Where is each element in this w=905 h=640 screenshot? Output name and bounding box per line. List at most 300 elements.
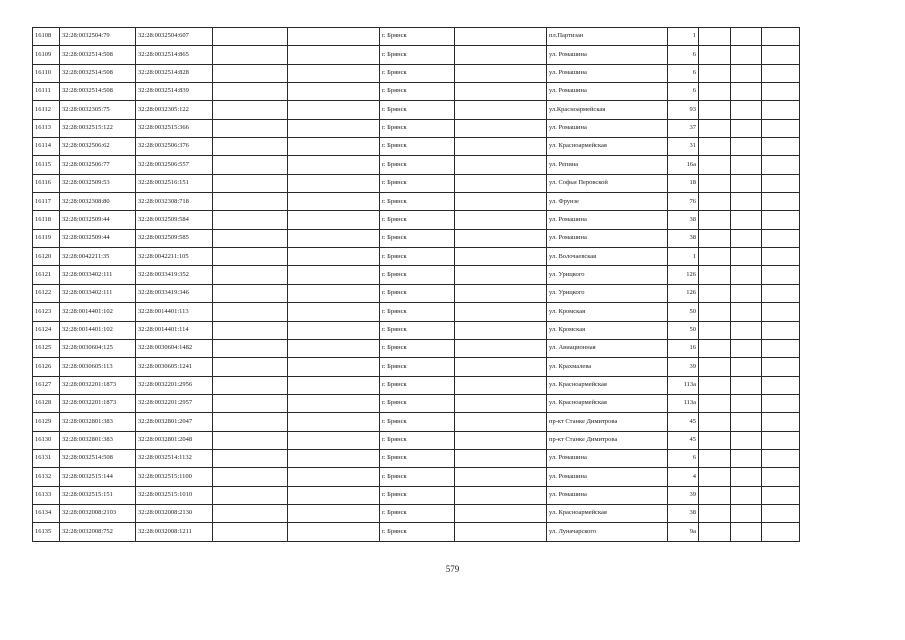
cell-city: г. Брянск	[380, 138, 455, 156]
cell-empty	[699, 119, 731, 137]
cell-empty	[288, 523, 380, 541]
cell-house-number: 38	[668, 229, 699, 247]
cell-premises-cadastral-number: 32:28:0032514:865	[136, 46, 213, 64]
cell-empty	[455, 523, 547, 541]
table-row	[33, 211, 800, 229]
cell-empty	[699, 321, 731, 339]
cell-city: г. Брянск	[380, 284, 455, 302]
cell-empty	[288, 468, 380, 486]
cell-street: ул. Кромская	[547, 303, 668, 321]
cell-empty	[288, 413, 380, 431]
cell-premises-cadastral-number: 32:28:0032305:122	[136, 101, 213, 119]
table-body	[33, 28, 800, 542]
cell-empty	[455, 46, 547, 64]
cell-street: ул. Ромашина	[547, 64, 668, 82]
table-row	[33, 46, 800, 64]
cell-empty	[731, 101, 762, 119]
cell-empty	[762, 504, 800, 522]
cell-street: ул. Ромашина	[547, 468, 668, 486]
cell-empty	[455, 211, 547, 229]
cell-house-number: 31	[668, 138, 699, 156]
cell-empty	[455, 321, 547, 339]
cell-empty	[288, 119, 380, 137]
cell-street: ул. Красноармейская	[547, 376, 668, 394]
cell-record-number: 16122	[33, 284, 60, 302]
cell-cadastral-number: 32:28:0032509:44	[60, 211, 136, 229]
cell-empty	[699, 358, 731, 376]
cell-record-number: 16115	[33, 156, 60, 174]
cell-empty	[213, 394, 288, 412]
cell-empty	[699, 64, 731, 82]
cell-premises-cadastral-number: 32:28:0030605:1241	[136, 358, 213, 376]
cell-premises-cadastral-number: 32:28:0032514:828	[136, 64, 213, 82]
cell-empty	[699, 431, 731, 449]
cell-record-number: 16114	[33, 138, 60, 156]
cell-empty	[699, 339, 731, 357]
cell-cadastral-number: 32:28:0032008:752	[60, 523, 136, 541]
cell-cadastral-number: 32:28:0032506:77	[60, 156, 136, 174]
cell-street: пр-кт Станке Димитрова	[547, 431, 668, 449]
cell-empty	[731, 156, 762, 174]
cell-empty	[762, 523, 800, 541]
cell-premises-cadastral-number: 32:28:0032514:1132	[136, 449, 213, 467]
cell-empty	[699, 211, 731, 229]
cell-empty	[213, 101, 288, 119]
cell-empty	[762, 413, 800, 431]
cell-empty	[455, 284, 547, 302]
cell-house-number: 45	[668, 413, 699, 431]
cell-street: ул. Волочаевская	[547, 248, 668, 266]
cell-city: г. Брянск	[380, 101, 455, 119]
cell-empty	[731, 376, 762, 394]
cell-empty	[455, 101, 547, 119]
cell-empty	[762, 138, 800, 156]
table-row	[33, 321, 800, 339]
cell-empty	[699, 248, 731, 266]
table-row	[33, 248, 800, 266]
cell-empty	[288, 83, 380, 101]
table-row	[33, 431, 800, 449]
cell-empty	[288, 229, 380, 247]
cell-city: г. Брянск	[380, 321, 455, 339]
cell-empty	[455, 138, 547, 156]
cell-record-number: 16119	[33, 229, 60, 247]
cell-empty	[762, 284, 800, 302]
cell-empty	[213, 83, 288, 101]
cell-house-number: 76	[668, 193, 699, 211]
table-row	[33, 358, 800, 376]
cell-empty	[455, 28, 547, 46]
cell-empty	[731, 358, 762, 376]
cell-empty	[288, 449, 380, 467]
cell-record-number: 16131	[33, 449, 60, 467]
cell-empty	[762, 211, 800, 229]
cell-record-number: 16113	[33, 119, 60, 137]
cell-premises-cadastral-number: 32:28:0032504:607	[136, 28, 213, 46]
table-row	[33, 504, 800, 522]
cell-empty	[762, 339, 800, 357]
cell-empty	[213, 376, 288, 394]
table-row	[33, 413, 800, 431]
cell-cadastral-number: 32:28:0032305:75	[60, 101, 136, 119]
cell-empty	[762, 266, 800, 284]
cell-empty	[699, 449, 731, 467]
cell-cadastral-number: 32:28:0014401:102	[60, 303, 136, 321]
cell-record-number: 16129	[33, 413, 60, 431]
cell-empty	[213, 266, 288, 284]
cell-cadastral-number: 32:28:0014401:102	[60, 321, 136, 339]
cell-house-number: 9а	[668, 523, 699, 541]
cell-empty	[455, 64, 547, 82]
cell-street: ул. Фрунзе	[547, 193, 668, 211]
cell-empty	[288, 64, 380, 82]
cell-premises-cadastral-number: 32:28:0032509:584	[136, 211, 213, 229]
cell-empty	[731, 394, 762, 412]
cell-empty	[762, 46, 800, 64]
cell-city: г. Брянск	[380, 413, 455, 431]
cell-city: г. Брянск	[380, 523, 455, 541]
cell-house-number: 126	[668, 284, 699, 302]
cell-empty	[455, 156, 547, 174]
cell-cadastral-number: 32:28:0032514:508	[60, 64, 136, 82]
cell-empty	[699, 486, 731, 504]
cell-premises-cadastral-number: 32:28:0042211:105	[136, 248, 213, 266]
cell-house-number: 38	[668, 504, 699, 522]
cell-empty	[288, 211, 380, 229]
cell-empty	[762, 431, 800, 449]
cell-empty	[213, 211, 288, 229]
cell-house-number: 45	[668, 431, 699, 449]
cell-premises-cadastral-number: 32:28:0032308:718	[136, 193, 213, 211]
cell-premises-cadastral-number: 32:28:0032515:1010	[136, 486, 213, 504]
cell-empty	[699, 138, 731, 156]
cell-premises-cadastral-number: 32:28:0014401:113	[136, 303, 213, 321]
cell-city: г. Брянск	[380, 303, 455, 321]
cell-empty	[288, 376, 380, 394]
cell-empty	[213, 303, 288, 321]
cell-street: ул. Кромская	[547, 321, 668, 339]
cell-premises-cadastral-number: 32:28:0033419:352	[136, 266, 213, 284]
cell-premises-cadastral-number: 32:28:0032515:1100	[136, 468, 213, 486]
cell-record-number: 16128	[33, 394, 60, 412]
cell-cadastral-number: 32:28:0030604:125	[60, 339, 136, 357]
cell-empty	[455, 413, 547, 431]
cell-record-number: 16109	[33, 46, 60, 64]
cell-empty	[213, 46, 288, 64]
cell-empty	[213, 248, 288, 266]
cell-empty	[699, 156, 731, 174]
cell-house-number: 16а	[668, 156, 699, 174]
cell-cadastral-number: 32:28:0032308:80	[60, 193, 136, 211]
cell-street: ул. Ромашина	[547, 211, 668, 229]
cell-street: ул.Красноармейская	[547, 101, 668, 119]
cell-empty	[762, 101, 800, 119]
cell-empty	[762, 64, 800, 82]
cell-empty	[699, 504, 731, 522]
cell-street: ул. Софьи Перовской	[547, 174, 668, 192]
cell-empty	[213, 138, 288, 156]
cell-house-number: 6	[668, 64, 699, 82]
cell-empty	[731, 303, 762, 321]
cell-empty	[213, 358, 288, 376]
cell-empty	[213, 504, 288, 522]
cell-house-number: 39	[668, 486, 699, 504]
cell-house-number: 126	[668, 266, 699, 284]
cell-street: ул. Репина	[547, 156, 668, 174]
cell-empty	[699, 413, 731, 431]
cell-street: ул. Крахмалева	[547, 358, 668, 376]
cell-cadastral-number: 32:28:0032509:44	[60, 229, 136, 247]
cell-empty	[699, 468, 731, 486]
cell-empty	[731, 413, 762, 431]
cell-empty	[762, 358, 800, 376]
cell-empty	[731, 431, 762, 449]
cell-city: г. Брянск	[380, 266, 455, 284]
table-row	[33, 266, 800, 284]
cell-record-number: 16124	[33, 321, 60, 339]
cell-street: ул. Ромашина	[547, 229, 668, 247]
cell-city: г. Брянск	[380, 119, 455, 137]
cell-empty	[762, 248, 800, 266]
cell-street: ул. Урицкого	[547, 266, 668, 284]
cell-city: г. Брянск	[380, 449, 455, 467]
cell-house-number: 113а	[668, 394, 699, 412]
cell-premises-cadastral-number: 32:28:0032514:839	[136, 83, 213, 101]
table-row	[33, 394, 800, 412]
cell-cadastral-number: 32:28:0032008:2103	[60, 504, 136, 522]
table-row	[33, 28, 800, 46]
cell-empty	[731, 174, 762, 192]
cell-cadastral-number: 32:28:0032504:79	[60, 28, 136, 46]
cell-empty	[762, 468, 800, 486]
cell-house-number: 50	[668, 303, 699, 321]
cell-cadastral-number: 32:28:0032515:122	[60, 119, 136, 137]
cell-empty	[731, 83, 762, 101]
cell-city: г. Брянск	[380, 156, 455, 174]
cell-empty	[455, 174, 547, 192]
cell-empty	[731, 284, 762, 302]
cell-empty	[288, 339, 380, 357]
cell-empty	[731, 46, 762, 64]
cell-premises-cadastral-number: 32:28:0032509:585	[136, 229, 213, 247]
cell-cadastral-number: 32:28:0032506:62	[60, 138, 136, 156]
cell-empty	[731, 523, 762, 541]
table-row	[33, 174, 800, 192]
cell-empty	[731, 339, 762, 357]
cell-empty	[288, 156, 380, 174]
cell-empty	[699, 46, 731, 64]
cell-empty	[731, 28, 762, 46]
cell-house-number: 1	[668, 28, 699, 46]
cell-premises-cadastral-number: 32:28:0032516:151	[136, 174, 213, 192]
cell-empty	[455, 119, 547, 137]
cell-empty	[762, 303, 800, 321]
cell-record-number: 16108	[33, 28, 60, 46]
cell-empty	[762, 486, 800, 504]
cell-cadastral-number: 32:28:0032801:383	[60, 413, 136, 431]
cell-empty	[762, 83, 800, 101]
cell-house-number: 6	[668, 449, 699, 467]
cell-street: ул. Урицкого	[547, 284, 668, 302]
cell-empty	[288, 28, 380, 46]
cell-cadastral-number: 32:28:0032201:1873	[60, 394, 136, 412]
table-row	[33, 83, 800, 101]
cell-record-number: 16120	[33, 248, 60, 266]
cell-premises-cadastral-number: 32:28:0033419:346	[136, 284, 213, 302]
cell-record-number: 16111	[33, 83, 60, 101]
cell-empty	[213, 193, 288, 211]
cell-record-number: 16123	[33, 303, 60, 321]
cadastral-register-table	[32, 27, 800, 542]
cell-empty	[731, 321, 762, 339]
cell-street: ул. Красноармейская	[547, 138, 668, 156]
cell-cadastral-number: 32:28:0030605:113	[60, 358, 136, 376]
page-number: 579	[445, 564, 460, 574]
cell-empty	[762, 321, 800, 339]
cell-empty	[699, 101, 731, 119]
cell-record-number: 16126	[33, 358, 60, 376]
table-row	[33, 193, 800, 211]
cell-empty	[699, 28, 731, 46]
table-row	[33, 284, 800, 302]
cell-empty	[213, 523, 288, 541]
cell-empty	[288, 321, 380, 339]
table-row	[33, 376, 800, 394]
table-row	[33, 303, 800, 321]
cell-record-number: 16112	[33, 101, 60, 119]
cell-record-number: 16127	[33, 376, 60, 394]
cell-empty	[762, 28, 800, 46]
cell-house-number: 6	[668, 46, 699, 64]
cell-empty	[288, 266, 380, 284]
cell-record-number: 16135	[33, 523, 60, 541]
cell-empty	[213, 413, 288, 431]
cell-record-number: 16133	[33, 486, 60, 504]
cell-empty	[731, 138, 762, 156]
cell-empty	[731, 449, 762, 467]
cell-empty	[731, 486, 762, 504]
cell-record-number: 16116	[33, 174, 60, 192]
cell-cadastral-number: 32:28:0032515:151	[60, 486, 136, 504]
cell-cadastral-number: 32:28:0032509:53	[60, 174, 136, 192]
cell-empty	[288, 248, 380, 266]
cell-cadastral-number: 32:28:0032514:508	[60, 449, 136, 467]
cell-empty	[699, 193, 731, 211]
cell-empty	[731, 229, 762, 247]
cell-empty	[455, 486, 547, 504]
cell-city: г. Брянск	[380, 504, 455, 522]
cell-city: г. Брянск	[380, 193, 455, 211]
cell-street: пл.Партизан	[547, 28, 668, 46]
table-row	[33, 64, 800, 82]
cell-city: г. Брянск	[380, 431, 455, 449]
cell-cadastral-number: 32:28:0032201:1873	[60, 376, 136, 394]
cell-city: г. Брянск	[380, 83, 455, 101]
cell-house-number: 37	[668, 119, 699, 137]
cell-premises-cadastral-number: 32:28:0032008:2130	[136, 504, 213, 522]
cell-premises-cadastral-number: 32:28:0032506:557	[136, 156, 213, 174]
cell-house-number: 38	[668, 211, 699, 229]
cell-city: г. Брянск	[380, 358, 455, 376]
table-row	[33, 156, 800, 174]
cell-empty	[731, 119, 762, 137]
cell-empty	[455, 449, 547, 467]
table-row	[33, 119, 800, 137]
cell-empty	[213, 468, 288, 486]
cell-premises-cadastral-number: 32:28:0032506:376	[136, 138, 213, 156]
cell-house-number: 93	[668, 101, 699, 119]
cell-street: ул. Ромашина	[547, 119, 668, 137]
cell-premises-cadastral-number: 32:28:0032201:2956	[136, 376, 213, 394]
cell-empty	[213, 119, 288, 137]
cell-empty	[288, 303, 380, 321]
cell-empty	[288, 46, 380, 64]
cell-empty	[455, 431, 547, 449]
cell-empty	[762, 156, 800, 174]
cell-cadastral-number: 32:28:0032514:508	[60, 46, 136, 64]
cell-city: г. Брянск	[380, 46, 455, 64]
cell-cadastral-number: 32:28:0032801:383	[60, 431, 136, 449]
cell-empty	[288, 193, 380, 211]
cell-empty	[288, 394, 380, 412]
cell-house-number: 50	[668, 321, 699, 339]
cell-city: г. Брянск	[380, 486, 455, 504]
cell-cadastral-number: 32:28:0033402:111	[60, 284, 136, 302]
cell-record-number: 16134	[33, 504, 60, 522]
cell-empty	[455, 229, 547, 247]
cell-empty	[731, 266, 762, 284]
cell-premises-cadastral-number: 32:28:0032008:1211	[136, 523, 213, 541]
cell-city: г. Брянск	[380, 394, 455, 412]
cell-empty	[288, 431, 380, 449]
cell-empty	[762, 394, 800, 412]
cell-house-number: 6	[668, 83, 699, 101]
cell-empty	[213, 28, 288, 46]
cell-empty	[699, 266, 731, 284]
cell-empty	[731, 211, 762, 229]
cell-empty	[455, 339, 547, 357]
cell-empty	[213, 284, 288, 302]
cell-empty	[213, 321, 288, 339]
cell-record-number: 16117	[33, 193, 60, 211]
cell-empty	[699, 523, 731, 541]
cell-empty	[455, 83, 547, 101]
cell-city: г. Брянск	[380, 376, 455, 394]
cell-empty	[699, 174, 731, 192]
cell-empty	[288, 358, 380, 376]
cell-empty	[762, 119, 800, 137]
cell-premises-cadastral-number: 32:28:0032801:2048	[136, 431, 213, 449]
cell-city: г. Брянск	[380, 211, 455, 229]
cell-empty	[699, 284, 731, 302]
cell-city: г. Брянск	[380, 64, 455, 82]
cell-empty	[213, 486, 288, 504]
cell-empty	[213, 339, 288, 357]
cell-street: ул. Ромашина	[547, 83, 668, 101]
cell-empty	[699, 83, 731, 101]
cell-empty	[213, 64, 288, 82]
cell-house-number: 16	[668, 339, 699, 357]
cell-premises-cadastral-number: 32:28:0032515:366	[136, 119, 213, 137]
cell-street: ул. Ромашина	[547, 486, 668, 504]
cell-street: ул. Красноармейская	[547, 394, 668, 412]
cell-empty	[213, 156, 288, 174]
cell-cadastral-number: 32:28:0032514:508	[60, 83, 136, 101]
cell-cadastral-number: 32:28:0032515:144	[60, 468, 136, 486]
cell-street: пр-кт Станке Димитрова	[547, 413, 668, 431]
cell-empty	[455, 266, 547, 284]
cell-empty	[455, 394, 547, 412]
